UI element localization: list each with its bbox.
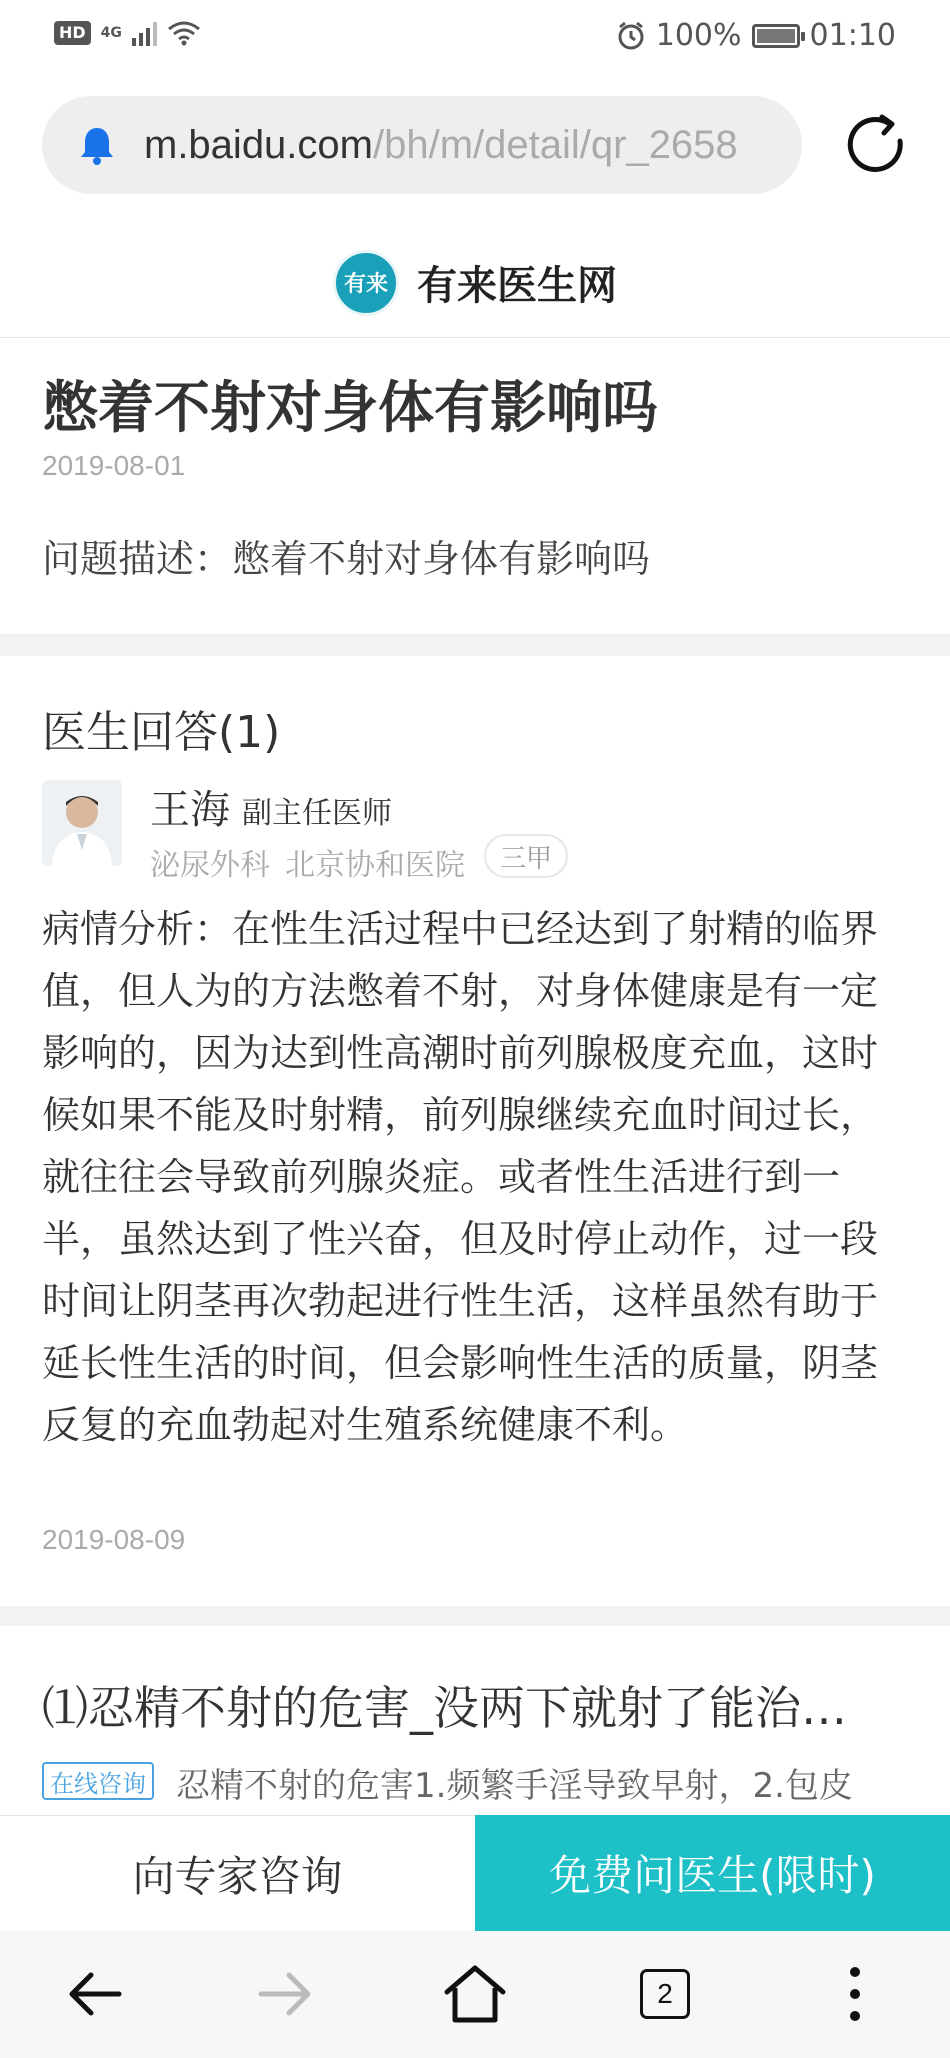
- home-icon: [443, 1964, 507, 2024]
- answer-date: 2019-08-09: [42, 1524, 186, 1555]
- bell-icon[interactable]: [74, 122, 120, 168]
- url-text[interactable]: [144, 123, 738, 168]
- address-bar[interactable]: [42, 96, 802, 194]
- forward-button[interactable]: [250, 1959, 320, 2029]
- site-logo[interactable]: [333, 250, 399, 316]
- section-divider: [0, 634, 950, 656]
- battery-icon: [752, 24, 800, 48]
- menu-button[interactable]: [820, 1959, 890, 2029]
- hd-indicator: HD: [54, 21, 91, 45]
- doctor-title: 副主任医师: [242, 796, 392, 831]
- home-button[interactable]: [440, 1959, 510, 2029]
- doctor-avatar[interactable]: [42, 780, 122, 866]
- site-name[interactable]: 有来医生网: [417, 263, 617, 309]
- arrow-right-icon: [255, 1969, 315, 2019]
- question-title: 憋着不射对身体有影响吗: [42, 376, 658, 441]
- site-logo-text: 有来: [343, 272, 388, 297]
- wifi-icon: [167, 20, 201, 46]
- status-bar: [0, 0, 950, 72]
- answer-body: 病情分析：在性生活过程中已经达到了射精的临界值，但人为的方法憋着不射，对身体健康是有一定影响的，因为达到性高潮时前列腺极度充血，这时候如果不能及时射精，前列腺继续充血时间过长，就往往会导致前列腺炎症。或者性生活进行到一半，虽然达到了性兴奋，但及时停止动作，过一段时间让阴茎再次勃起进行性生活，这样虽然有助于延长性生活的时间，但会影响性生活的质量，阴茎反复的充血勃起对生殖系统健康不利。: [42, 907, 879, 1447]
- browser-nav-bar: [0, 1931, 950, 2058]
- related-article-title[interactable]: ⑴忍精不射的危害_没两下就射了能治…: [42, 1681, 847, 1735]
- alarm-icon: [616, 21, 646, 51]
- doctor-hospital: 北京协和医院: [285, 848, 465, 883]
- status-left: [54, 20, 201, 46]
- clock: 01:10: [809, 18, 896, 53]
- doctor-department: 泌尿外科: [150, 848, 270, 883]
- hospital-grade-badge: 三甲: [484, 834, 568, 878]
- back-button[interactable]: [60, 1959, 130, 2029]
- reload-icon[interactable]: [842, 111, 910, 179]
- network-type: 4G: [100, 25, 122, 41]
- url-host: m.baidu.com: [144, 122, 373, 167]
- free-ask-doctor-button[interactable]: 免费问医生(限时): [475, 1815, 950, 1931]
- site-header: [0, 228, 950, 338]
- tab-count: 2: [640, 1969, 690, 2019]
- doctor-photo: [42, 780, 122, 866]
- action-bar: [0, 1815, 950, 1931]
- signal-icon: [132, 20, 157, 46]
- status-right: [616, 18, 896, 53]
- tabs-button[interactable]: [630, 1959, 700, 2029]
- ask-expert-button[interactable]: 向专家咨询: [0, 1815, 475, 1931]
- related-article-snippet[interactable]: 忍精不射的危害1.频繁手淫导致早射，2.包皮: [176, 1766, 853, 1806]
- answers-heading: 医生回答(1): [42, 707, 281, 758]
- doctor-name[interactable]: 王海: [150, 787, 230, 833]
- online-consult-tag: 在线咨询: [42, 1762, 154, 1800]
- question-description: 问题描述：憋着不射对身体有影响吗: [42, 537, 651, 581]
- question-date: 2019-08-01: [42, 450, 186, 481]
- url-path: /bh/m/detail/qr_2658: [372, 122, 738, 167]
- battery-percent: 100%: [655, 18, 742, 53]
- more-vertical-icon: [845, 1964, 865, 2024]
- arrow-left-icon: [65, 1969, 125, 2019]
- section-divider: [0, 1606, 950, 1626]
